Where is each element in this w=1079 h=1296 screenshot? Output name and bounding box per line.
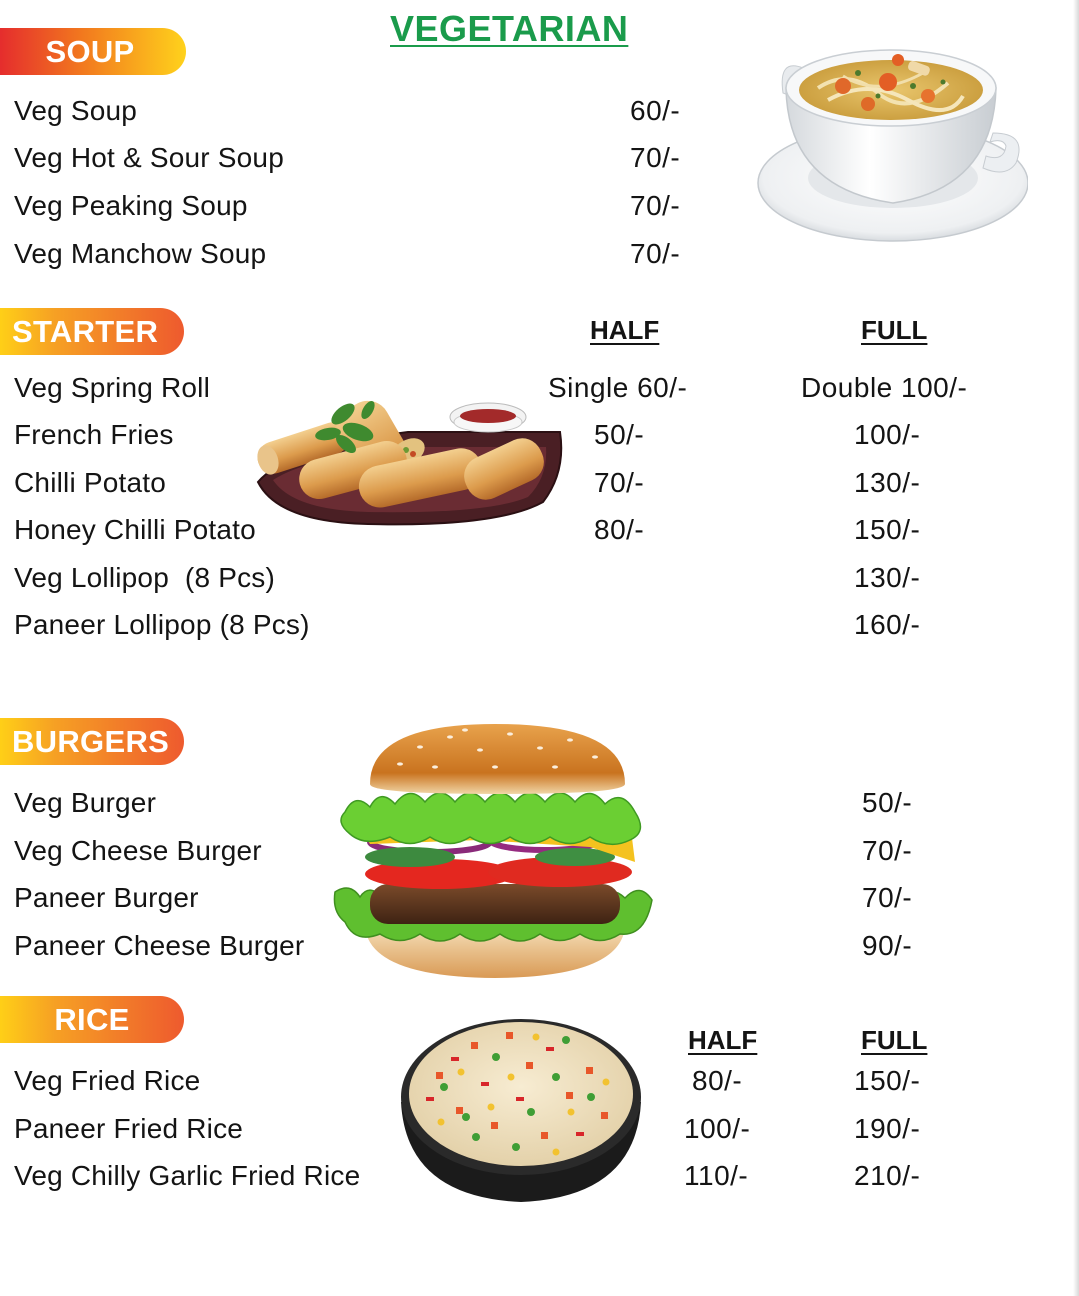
menu-item-price-half: 70/- xyxy=(594,467,645,498)
page-title: VEGETARIAN xyxy=(390,8,629,49)
section-header-burgers: BURGERS xyxy=(0,718,184,765)
menu-item-price-half: 110/- xyxy=(684,1160,749,1191)
menu-item-price-full: 130/- xyxy=(854,562,921,593)
menu-item-price-full: 150/- xyxy=(854,514,921,545)
section-header-soup: SOUP xyxy=(0,28,186,75)
column-header-full: FULL xyxy=(861,1025,928,1055)
page-edge-shadow xyxy=(1073,0,1079,1296)
menu-item-price: 70/- xyxy=(630,190,681,221)
menu-item-price-half: 100/- xyxy=(684,1113,751,1144)
menu-item-name: Paneer Lollipop (8 Pcs) xyxy=(14,609,310,640)
menu-item-price-full: 210/- xyxy=(854,1160,921,1191)
menu-item-name: French Fries xyxy=(14,419,174,450)
menu-item-name: Veg Soup xyxy=(14,95,138,126)
menu-item-price: 70/- xyxy=(862,882,913,913)
menu-item-price: 50/- xyxy=(862,787,913,818)
menu-item-name: Paneer Burger xyxy=(14,882,199,913)
menu-item-name: Veg Burger xyxy=(14,787,157,818)
soup-bowl-image xyxy=(748,38,1028,248)
menu-item-price: 70/- xyxy=(630,142,681,173)
menu-item-price-full: 150/- xyxy=(854,1065,921,1096)
menu-item-price: 60/- xyxy=(630,95,681,126)
burger-image xyxy=(330,722,656,982)
menu-item-name: Veg Chilly Garlic Fried Rice xyxy=(14,1160,361,1191)
column-header-half: HALF xyxy=(688,1025,758,1055)
menu-item-price-full: 190/- xyxy=(854,1113,921,1144)
fried-rice-bowl-image xyxy=(396,1012,646,1204)
menu-item-price: 70/- xyxy=(862,835,913,866)
menu-item-name: Veg Fried Rice xyxy=(14,1065,201,1096)
menu-item-name: Veg Spring Roll xyxy=(14,372,211,403)
menu-item-name: Veg Hot & Sour Soup xyxy=(14,142,284,173)
menu-item-price-full: 100/- xyxy=(854,419,921,450)
menu-item-price-half: Single 60/- xyxy=(548,372,688,403)
menu-item-name: Honey Chilli Potato xyxy=(14,514,256,545)
spring-roll-plate-image xyxy=(248,372,566,532)
menu-item-name: Veg Manchow Soup xyxy=(14,238,267,269)
menu-item-price: 90/- xyxy=(862,930,913,961)
column-header-full: FULL xyxy=(861,315,928,345)
section-header-starter: STARTER xyxy=(0,308,184,355)
menu-item-name: Paneer Cheese Burger xyxy=(14,930,305,961)
menu-item-name: Paneer Fried Rice xyxy=(14,1113,244,1144)
menu-item-price-full: 130/- xyxy=(854,467,921,498)
menu-item-price-half: 80/- xyxy=(692,1065,743,1096)
menu-item-price: 70/- xyxy=(630,238,681,269)
menu-item-name: Veg Cheese Burger xyxy=(14,835,262,866)
menu-item-price-full: Double 100/- xyxy=(801,372,968,403)
menu-item-price-half: 80/- xyxy=(594,514,645,545)
menu-item-price-full: 160/- xyxy=(854,609,921,640)
menu-item-name: Veg Lollipop (8 Pcs) xyxy=(14,562,276,593)
menu-item-name: Chilli Potato xyxy=(14,467,167,498)
section-header-rice: RICE xyxy=(0,996,184,1043)
menu-item-price-half: 50/- xyxy=(594,419,645,450)
menu-item-name: Veg Peaking Soup xyxy=(14,190,248,221)
column-header-half: HALF xyxy=(590,315,660,345)
